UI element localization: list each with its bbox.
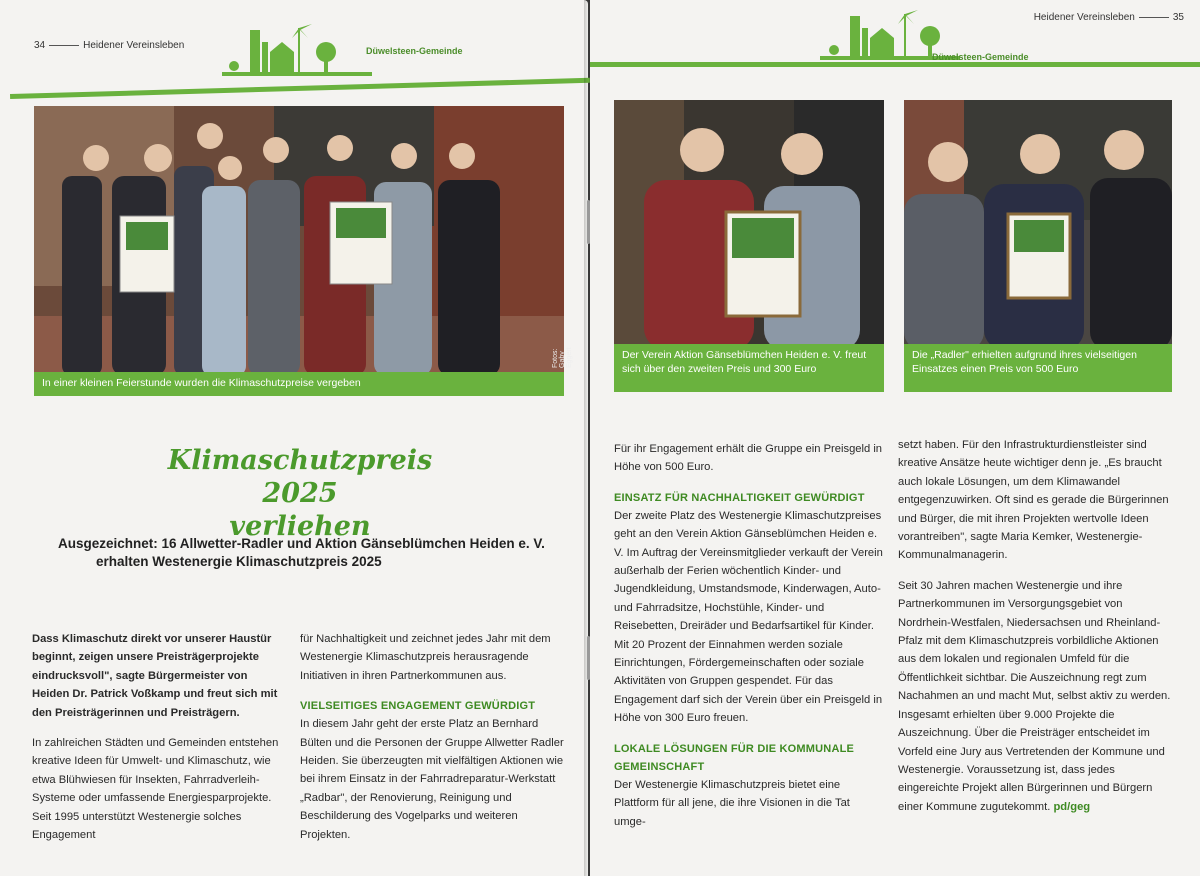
body-paragraph: In diesem Jahr geht der erste Platz an Bernhard Bülten und die Personen der Gruppe Allwetter Radler Heiden. Sie überzeugten mit vielfältigen Aktionen wie bei ihrem Einsatz in der Fahrradreparatur-Werkstatt „Radbar", der Renovierung, Reinigung und Beschilderung des Vogelparks und weiteren Projekten.	[300, 718, 564, 841]
header-rule	[10, 78, 590, 99]
body-paragraph: setzt haben. Für den Infrastrukturdienstleister sind kreative Ansätze heute wichtiger denn je. „Es braucht auch lokale Lösungen, um dem Klimawandel entgegenzuwirken. Oft sind es gerade die Bürgerinnen und Bürger, die mit ihren Projekten wertvolle Ideen vorantreiben", sagte Maria Kemker, Westenergie-Kommunalmanagerin.	[898, 439, 1169, 562]
body-paragraph: Der Westenergie Klimaschutzpreis bietet eine Plattform für all jene, die ihre Visionen in die Tat umge-	[614, 778, 850, 828]
body-paragraph: Für ihr Engagement erhält die Gruppe ein Preisgeld in Höhe von 500 Euro.	[614, 443, 883, 474]
right-page	[590, 0, 1200, 876]
section-heading: VIELSEITIGES ENGAGEMENT GEWÜRDIGT	[300, 700, 536, 713]
closing-paragraph: Seit 30 Jahren machen Westenergie und ihre Partnerkommunen im Versorgungsgebiet von Nordrhein-Westfalen, Niedersachsen und Rheinland-Pfalz mit dem Klimaschutzpreis vorbildliche Aktionen aus dem lokalen und regionalen Umfeld für die Öffentlichkeit sichtbar. Die Auszeichnung regt zum Nachahmen an und macht Mut, selbst aktiv zu werden. Insgesamt erhielten über 9.000 Projekte die Auszeichnung. Über die Preisträger entscheidet im Vorfeld eine Jury aus Vertretenden der Kommune und Westenergie. Voraussetzung ist, dass jedes eingereichte Projekt allen Bürgerinnen und Bürgern einer Kommune zugutekommt.	[898, 579, 1171, 813]
article-subhead	[58, 535, 558, 571]
subhead-line-2: erhalten Westenergie Klimaschutzpreis 2025	[96, 554, 382, 569]
body-paragraph	[898, 577, 1174, 816]
body-paragraph: für Nachhaltigkeit und zeichnet jedes Jahr mit dem Westenergie Klimaschutzpreis herausragende Initiativen in ihren Partnerkommunen aus.	[300, 633, 551, 682]
skyline-logo	[222, 22, 372, 80]
section-heading: EINSATZ FÜR NACHHALTIGKEIT GEWÜRDIGT	[614, 491, 865, 504]
text-column-3	[614, 440, 884, 843]
headline-line-2: verliehen	[229, 511, 371, 542]
photo-second-prize	[614, 100, 884, 350]
photo-first-prize	[904, 100, 1172, 350]
subhead-line-1: Ausgezeichnet: 16 Allwetter-Radler und Aktion Gänseblümchen Heiden e. V.	[58, 536, 545, 551]
lead-paragraph: Dass Klimaschutz direkt vor unserer Haustür beginnt, zeigen unsere Preisträgerprojekte eindrucksvoll", sagte Bürgermeister von Heiden Dr. Patrick Voßkamp und freut sich mit den Preisträgerinnen und Preisträgern.	[32, 633, 278, 719]
group-photo	[34, 106, 573, 378]
photo1-caption: Der Verein Aktion Gänseblümchen Heiden e. V. freut sich über den zweiten Preis und 300 Euro	[614, 344, 884, 392]
article-headline	[132, 444, 468, 543]
photo-credit: Fotos: Gaby Eggert	[552, 347, 573, 368]
right-page-number: 35	[1172, 12, 1184, 23]
left-page	[0, 0, 588, 876]
body-paragraph: In zahlreichen Städten und Gemeinden entstehen kreative Ideen für Umwelt- und Klimaschutz, wie etwa Blühwiesen für Insekten, Fahrradverleih-Systeme oder umfassende Energiesparprojekte. Seit 1995 unterstützt Westenergie solches Engagement	[32, 737, 279, 842]
right-page-header	[1034, 12, 1184, 23]
text-column-1	[32, 630, 287, 856]
headline-line-1: Klimaschutzpreis 2025	[167, 445, 433, 509]
right-running-head: Heidener Vereinsleben	[1033, 12, 1135, 23]
left-page-header	[34, 40, 184, 51]
text-column-4	[898, 436, 1174, 816]
left-running-head: Heidener Vereinsleben	[83, 40, 185, 51]
photo2-caption: Die „Radler" erhielten aufgrund ihres vielseitigen Einsatzes einen Preis von 500 Euro	[904, 344, 1172, 392]
body-paragraph: Der zweite Platz des Westenergie Klimaschutzpreises geht an den Verein Aktion Gänseblümchen Heiden e. V. Im Auftrag der Vereinsmitglieder verkauft der Verein außerhalb der Ferien wöchentlich Kinder- und Jugendkleidung, Umstandsmode, Kinderwagen, Auto- und Fahrradsitze, Hochstühle, Kinder- und Reisebetten, Dreiräder und Bedarfsartikel für Kinder. Mit 20 Prozent der Einnahmen werden soziale Einrichtungen, Fördergemeinschaften oder soziale Aktivitäten von Gruppen gespendet. Für das Engagement darf sich der Verein über ein Preisgeld in Höhe von 300 Euro freuen.	[614, 509, 883, 725]
author-signature: pd/geg	[1053, 800, 1091, 813]
section-heading: LOKALE LÖSUNGEN FÜR DIE KOMMUNALE GEMEINSCHAFT	[614, 742, 855, 773]
left-page-number: 34	[34, 40, 46, 51]
main-photo-caption: In einer kleinen Feierstunde wurden die Klimaschutzpreise vergeben	[34, 372, 564, 396]
header-rule	[590, 62, 1200, 67]
right-brand: Düwelsteen-Gemeinde	[932, 52, 1029, 62]
left-brand: Düwelsteen-Gemeinde	[366, 46, 463, 56]
text-column-2	[300, 630, 565, 856]
